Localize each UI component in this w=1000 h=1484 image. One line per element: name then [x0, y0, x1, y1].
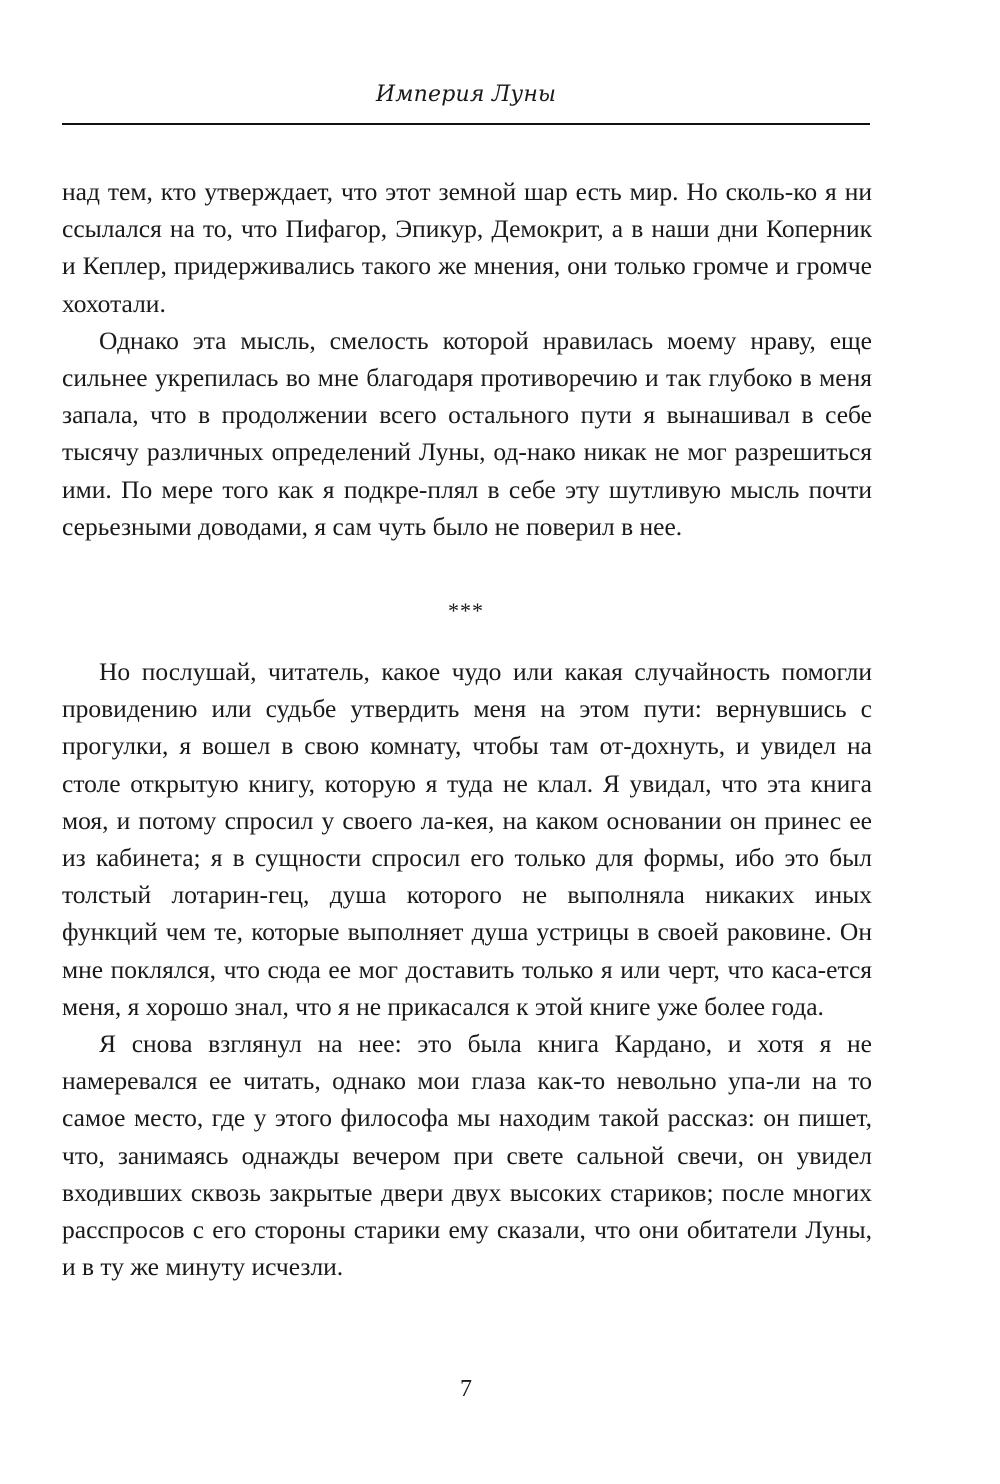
text-block-after-break	[62, 653, 872, 1285]
paragraph-continued: над тем, кто утверждает, что этот земной шар есть мир. Но сколь-ко я ни ссылался на то, что Пифагор, Эпикур, Демокрит, а в наши дни Коперник и Кеплер, придерживались такого же мнения, они только громче и громче хохотали.	[62, 177, 872, 318]
running-title: Империя Луны	[375, 82, 557, 107]
paragraph: Однако эта мысль, смелость которой нравилась моему нраву, еще сильнее укрепилась во мне благодаря противоречию и так глубоко в меня запала, что в продолжении всего остального пути я вынашивал в себе тысячу различных определений Луны, од-нако никак не мог разрешиться ими. По мере того как я подкре-плял в себе эту шутливую мысль почти серьезными доводами, я сам чуть было не поверил в нее.	[62, 325, 872, 541]
paragraph: Я снова взглянул на нее: это была книга Кардано, и хотя я не намеревался ее читать, однако мои глаза как-то невольно упа-ли на то самое место, где у этого философа мы находим такой рассказ: он пишет, что, занимаясь однажды вечером при свете сальной свечи, он увидел входивших сквозь закрытые двери двух высоких стариков; после многих расспросов с его стороны старики ему сказали, что они обитатели Луны, и в ту же минуту исчезли.	[62, 1029, 872, 1282]
section-separator: ***	[448, 598, 484, 623]
page-number: 7	[460, 1376, 472, 1402]
text-block-before-break	[62, 173, 872, 545]
header-rule	[62, 123, 870, 125]
paragraph: Но послушай, читатель, какое чудо или какая случайность помогли провидению или судьбе утвердить меня на этом пути: вернувшись с прогулки, я вошел в свою комнату, чтобы там от-дохнуть, и увидел на столе открытую книгу, которую я туда не клал. Я увидал, что эта книга моя, и потому спросил у своего ла-кея, на каком основании он принес ее из кабинета; я в сущности спросил его только для формы, ибо это был толстый лотарин-гец, душа которого не выполняла никаких иных функций чем те, которые выполняет душа устрицы в своей раковине. Он мне поклялся, что сюда ее мог доставить только я или черт, что каса-ется меня, я хорошо знал, что я не прикасался к этой книге уже более года.	[62, 657, 872, 1021]
